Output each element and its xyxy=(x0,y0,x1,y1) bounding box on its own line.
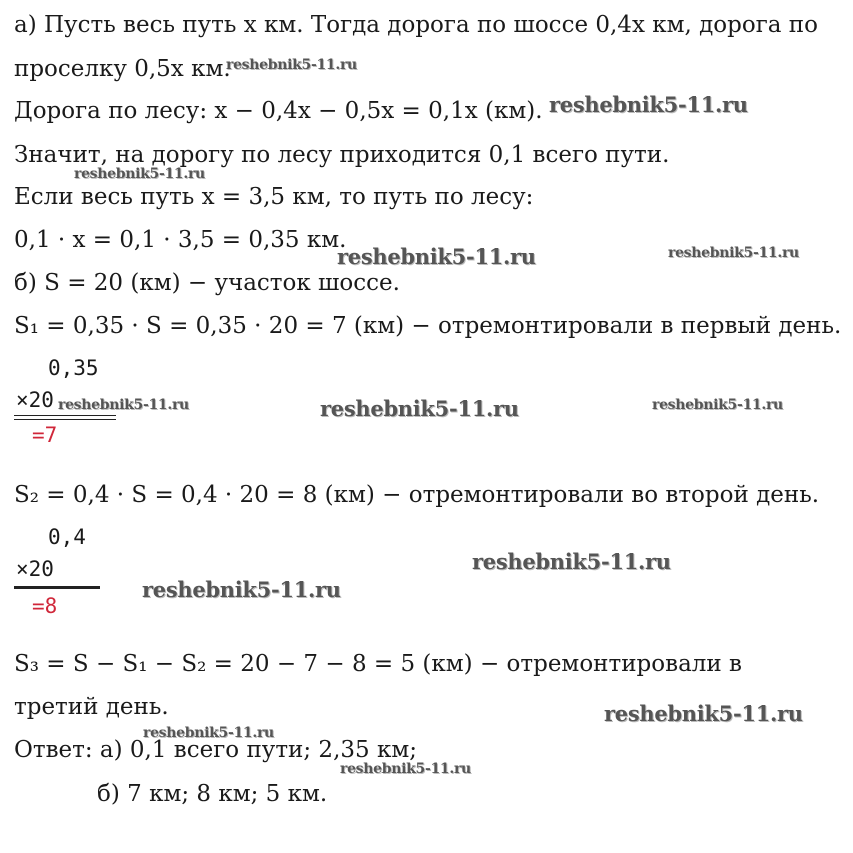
watermark: reshebnik5-11.ru xyxy=(74,166,205,182)
calc2-top: 0,4 xyxy=(48,525,86,549)
text-line-6: 0,1 · x = 0,1 · 3,5 = 0,35 км. xyxy=(14,227,347,253)
calc2-result: =8 xyxy=(32,594,58,618)
watermark: reshebnik5-11.ru xyxy=(549,92,748,117)
calc1-top: 0,35 xyxy=(48,356,99,380)
text-line-11: третий день. xyxy=(14,694,169,720)
calc2-line xyxy=(14,586,100,589)
calc1-mult: ×20 xyxy=(16,388,54,412)
text-line-5: Если весь путь x = 3,5 км, то путь по лесу: xyxy=(14,184,534,210)
text-line-3: Дорога по лесу: x − 0,4x − 0,5x = 0,1x (км). xyxy=(14,98,543,124)
calc1-double-line xyxy=(14,415,116,420)
text-line-8: S₁ = 0,35 · S = 0,35 · 20 = 7 (км) − отремонтировали в первый день. xyxy=(14,313,842,339)
watermark: reshebnik5-11.ru xyxy=(58,397,189,413)
text-line-1: а) Пусть весь путь x км. Тогда дорога по шоссе 0,4x км, дорога по xyxy=(14,12,818,38)
text-line-12: Ответ: а) 0,1 всего пути; 2,35 км; xyxy=(14,737,417,763)
text-line-7: б) S = 20 (км) − участок шоссе. xyxy=(14,270,400,296)
watermark: reshebnik5-11.ru xyxy=(668,245,799,261)
text-line-9: S₂ = 0,4 · S = 0,4 · 20 = 8 (км) − отремонтировали во второй день. xyxy=(14,482,820,508)
watermark: reshebnik5-11.ru xyxy=(340,761,471,777)
watermark: reshebnik5-11.ru xyxy=(320,396,519,421)
watermark: reshebnik5-11.ru xyxy=(226,57,357,73)
watermark: reshebnik5-11.ru xyxy=(337,244,536,269)
watermark: reshebnik5-11.ru xyxy=(142,577,341,602)
text-line-2: проселку 0,5x км. xyxy=(14,56,231,82)
watermark: reshebnik5-11.ru xyxy=(652,397,783,413)
watermark: reshebnik5-11.ru xyxy=(143,725,274,741)
calc2-mult: ×20 xyxy=(16,557,54,581)
text-line-13: б) 7 км; 8 км; 5 км. xyxy=(97,781,328,807)
text-line-4: Значит, на дорогу по лесу приходится 0,1 всего пути. xyxy=(14,142,670,168)
watermark: reshebnik5-11.ru xyxy=(472,549,671,574)
calc1-result: =7 xyxy=(32,423,58,447)
text-line-10: S₃ = S − S₁ − S₂ = 20 − 7 − 8 = 5 (км) − отремонтировали в xyxy=(14,651,742,677)
watermark: reshebnik5-11.ru xyxy=(604,701,803,726)
